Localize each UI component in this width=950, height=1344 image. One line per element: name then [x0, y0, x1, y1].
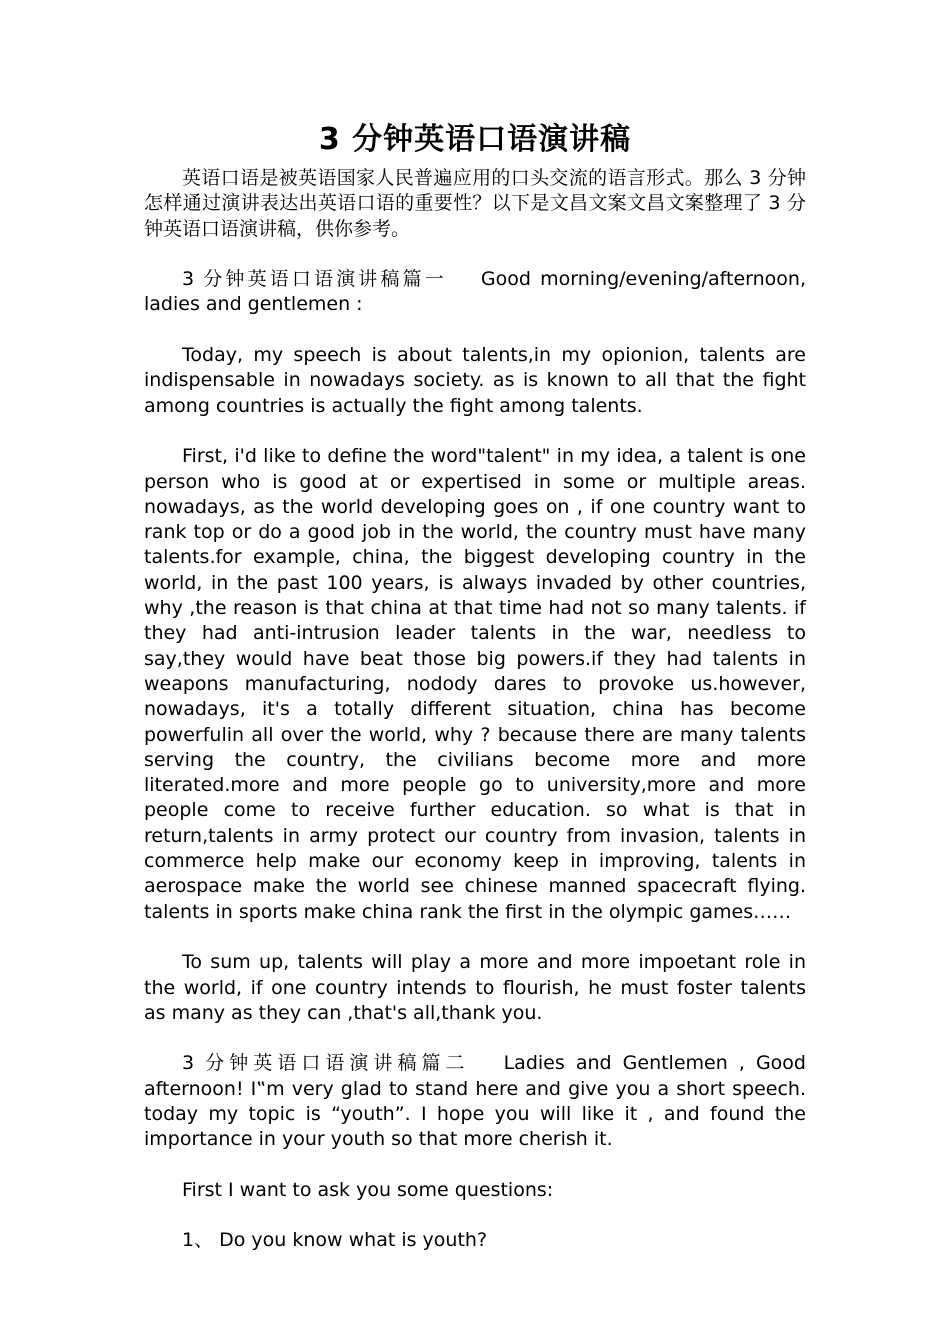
speech1-paragraph-1: Today, my speech is about talents,in my opionion, talents are indispensable in nowadays society. as is known to all that the fight among countries is actually the fight among talents.	[144, 344, 806, 417]
speech2-question-1: 1、 Do you know what is youth?	[182, 1229, 488, 1252]
speech2-heading-paragraph	[144, 1051, 806, 1152]
speech1-heading: 3 分钟英语口语演讲稿篇一	[182, 268, 447, 291]
speech2-heading: 3 分钟英语口语演讲稿篇二	[182, 1052, 470, 1075]
page-title: 3 分钟英语口语演讲稿	[318, 122, 632, 157]
speech1-paragraph-2: First, i'd like to define the word"talent" in my idea, a talent is one person who is good at or expertised in some or multiple areas. nowadays, as the world developing goes on , if one country want to rank top or do a good job in the world, the country must have many talents.for example, china, the biggest developing country in the world, in the past 100 years, is always invaded by other countries, why ,the reason is that china at that time had not so many talents. if they had anti-intrusion leader talents in the war, needless to say,they would have beat those big powers.if they had talents in weapons manufacturing, nodody dares to provoke us.however, nowadays, it's a totally different situation, china has become powerfulin all over the world, why ? because there are many talents serving the country, the civilians become more and more literated.more and more people go to university,more and more people come to receive further education. so what is that in return,talents in army protect our country from invasion, talents in commerce help make our economy keep in improving, talents in aerospace make the world see chinese manned spacecraft flying. talents in sports make china rank the first in the olympic games……	[144, 445, 806, 923]
speech1-paragraph-3: To sum up, talents will play a more and more impoetant role in the world, if one country intends to flourish, he must foster talents as many as they can ,that's all,thank you.	[144, 951, 806, 1024]
speech2-paragraph-1: First I want to ask you some questions:	[182, 1178, 554, 1201]
speech2-greeting: Ladies and Gentlemen , Good afternoon! I‟m very glad to stand here and give you a short speech. today my topic is “youth”. I hope you will like it , and found the importance in your youth so that more cherish it.	[144, 1052, 806, 1151]
intro-paragraph: 英语口语是被英语国家人民普遍应用的口头交流的语言形式。那么 3 分钟怎样通过演讲表达出英语口语的重要性？以下是文昌文案文昌文案整理了 3 分钟英语口语演讲稿，供你参考。	[144, 167, 806, 240]
speech1-greeting: Good morning/evening/afternoon, ladies and gentlemen :	[144, 268, 806, 316]
document-page	[144, 118, 806, 1279]
speech1-heading-paragraph	[144, 267, 806, 318]
